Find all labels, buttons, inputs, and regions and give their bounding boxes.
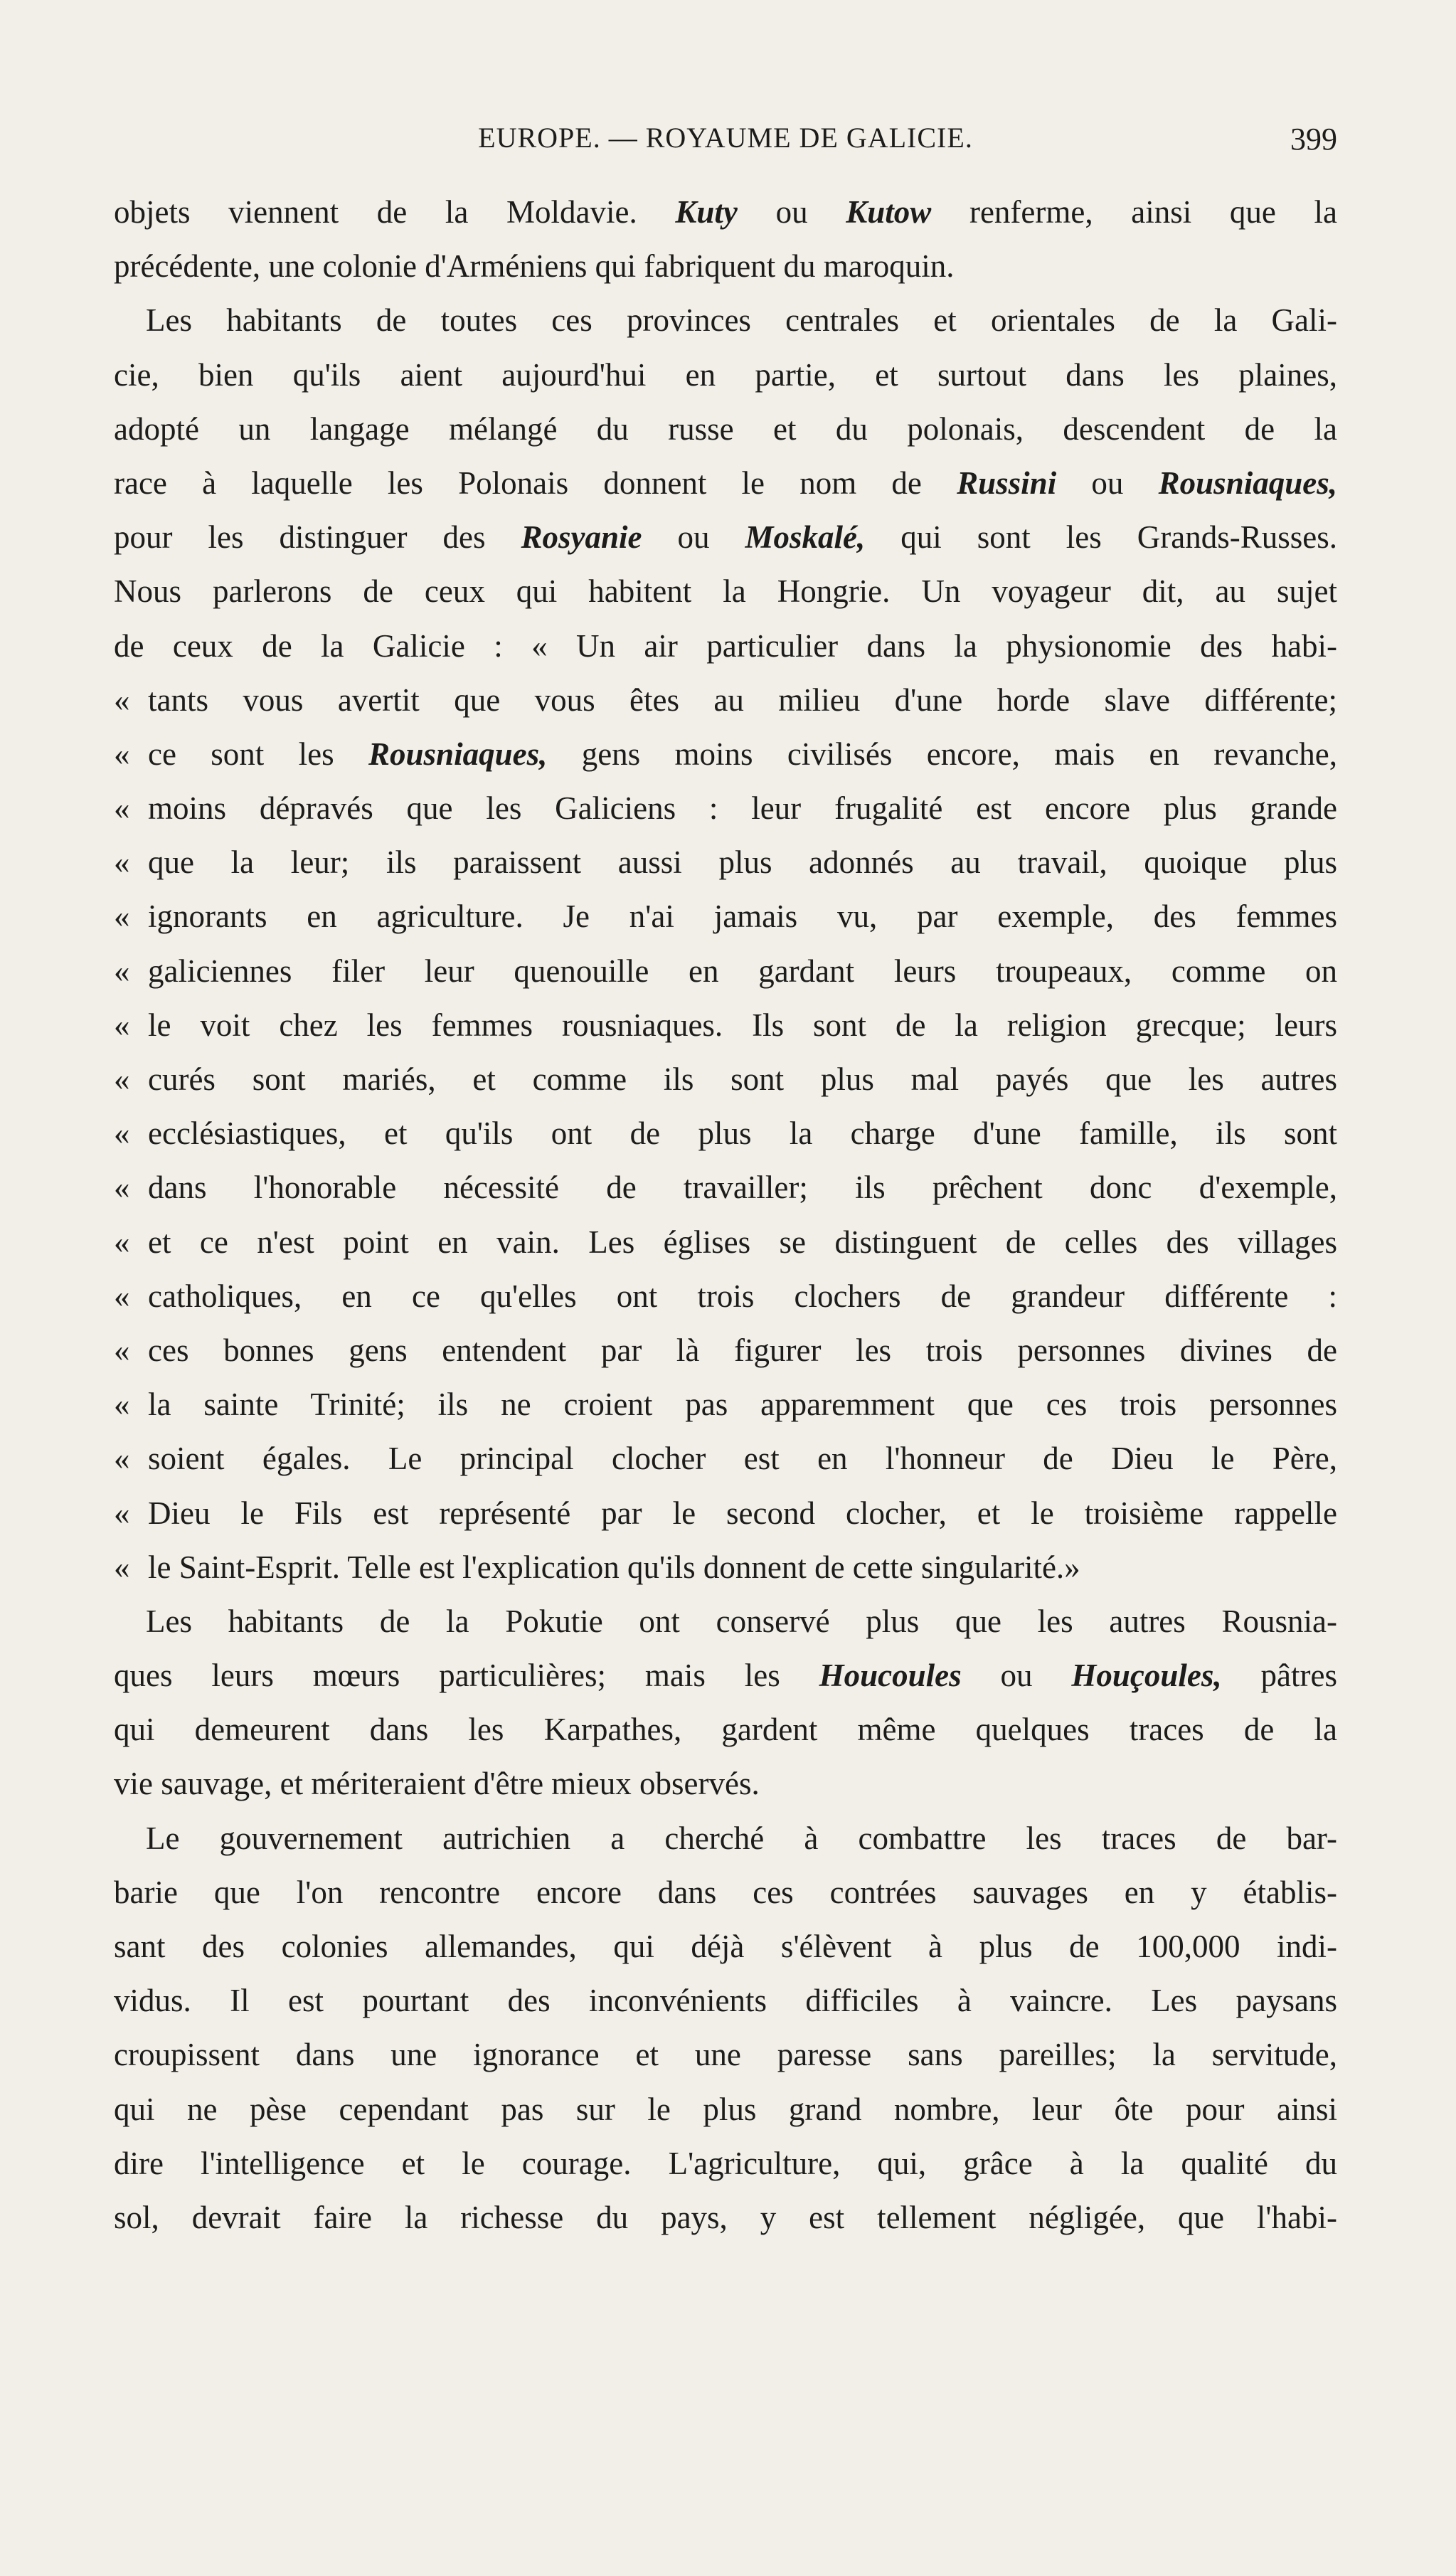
text-line [114, 456, 1337, 510]
text-segment: galiciennes filer leur quenouille en gardant leurs troupeaux, comme on [148, 953, 1337, 989]
text-line [114, 1865, 1337, 1919]
text-line [114, 402, 1337, 456]
text-segment: la sainte Trinité; ils ne croient pas apparemment que ces trois personnes [148, 1387, 1337, 1423]
text-segment: de ceux de la Galicie : « Un air particulier dans la physionomie des habi- [114, 627, 1337, 664]
text-segment: qui ne pèse cependant pas sur le plus grand nombre, leur ôte pour ainsi [114, 2091, 1337, 2127]
text-segment: curés sont mariés, et comme ils sont plus mal payés que les autres [148, 1061, 1337, 1097]
text-line [114, 1052, 1337, 1106]
text-segment: ce sont les [148, 736, 368, 772]
italic-term: Kutow [846, 194, 932, 230]
quote-mark: « [114, 736, 130, 772]
text-segment: Les habitants de toutes ces provinces centrales et orientales de la Gali- [146, 302, 1337, 339]
quote-mark: « [114, 1115, 130, 1152]
text-line [114, 1702, 1337, 1756]
italic-term: Russini [957, 465, 1057, 501]
text-line [114, 889, 1337, 943]
quote-mark: « [114, 1224, 130, 1260]
text-segment: croupissent dans une ignorance et une paresse sans pareilles; la servitude, [114, 2037, 1337, 2073]
text-segment: qui demeurent dans les Karpathes, gardent même quelques traces de la [114, 1712, 1337, 1748]
text-segment: dire l'intelligence et le courage. L'agriculture, qui, grâce à la qualité du [114, 2145, 1337, 2181]
text-line [114, 1486, 1337, 1540]
text-segment: sant des colonies allemandes, qui déjà s'élèvent à plus de 100,000 indi- [114, 1929, 1337, 1964]
text-segment: renferme, ainsi que la [931, 194, 1337, 230]
text-segment: objets viennent de la Moldavie. [114, 194, 676, 230]
text-line [114, 510, 1337, 564]
text-segment: ou [737, 194, 846, 230]
text-segment: ces bonnes gens entendent par là figurer les trois personnes divines de [148, 1332, 1337, 1368]
text-line [114, 727, 1337, 781]
text-segment: pâtres [1221, 1658, 1337, 1694]
text-line [114, 239, 1337, 293]
text-segment: qui sont les Grands-Russes. [865, 519, 1338, 556]
text-segment: Le gouvernement autrichien a cherché à combattre les traces de bar- [146, 1820, 1337, 1856]
page-number: 399 [1290, 122, 1337, 157]
running-title: EUROPE. — ROYAUME DE GALICIE. [478, 122, 973, 154]
text-line [114, 1648, 1337, 1702]
text-segment: ou [961, 1658, 1072, 1694]
quote-mark: « [114, 1495, 130, 1531]
quote-mark: « [114, 1278, 130, 1314]
text-segment: gens moins civilisés encore, mais en revanche, [547, 736, 1338, 772]
text-segment: précédente, une colonie d'Arméniens qui fabriquent du maroquin. [114, 248, 955, 285]
text-segment: ou [1056, 465, 1159, 501]
italic-term: Kuty [675, 194, 738, 230]
text-line [114, 2028, 1337, 2082]
text-segment: Nous parlerons de ceux qui habitent la Hongrie. Un voyageur dit, au sujet [114, 573, 1337, 610]
text-line [114, 2136, 1337, 2190]
text-line [114, 185, 1337, 239]
quote-mark: « [114, 1007, 130, 1043]
text-segment: ignorants en agriculture. Je n'ai jamais vu, par exemple, des femmes [148, 899, 1337, 935]
quote-mark: « [114, 1549, 130, 1585]
text-segment: vidus. Il est pourtant des inconvénients difficiles à vaincre. Les paysans [114, 1983, 1337, 2019]
text-segment: et ce n'est point en vain. Les églises se distinguent de celles des villages [148, 1224, 1337, 1260]
text-line [114, 835, 1337, 889]
text-segment: le voit chez les femmes rousniaques. Ils sont de la religion grecque; leurs [148, 1007, 1337, 1043]
text-segment: ou [642, 519, 745, 556]
italic-term: Rousniaques, [368, 736, 548, 772]
text-line [114, 781, 1337, 835]
text-line [114, 1431, 1337, 1485]
quote-mark: « [114, 1387, 130, 1423]
text-segment: cie, bien qu'ils aient aujourd'hui en partie, et surtout dans les plaines, [114, 356, 1337, 393]
text-line [114, 348, 1337, 402]
text-line [114, 2190, 1337, 2244]
text-segment: Les habitants de la Pokutie ont conservé plus que les autres Rousnia- [146, 1603, 1337, 1639]
page [114, 114, 1337, 2244]
italic-term: Rousniaques, [1158, 465, 1337, 501]
italic-term: Moskalé, [745, 519, 866, 556]
text-line [114, 293, 1337, 347]
text-line [114, 1756, 1337, 1811]
text-segment: tants vous avertit que vous êtes au milieu d'une horde slave différente; [148, 682, 1337, 718]
quote-mark: « [114, 1332, 130, 1368]
text-line [114, 998, 1337, 1052]
quote-mark: « [114, 790, 130, 827]
quote-mark: « [114, 682, 130, 718]
text-line [114, 944, 1337, 998]
quote-mark: « [114, 844, 130, 881]
text-segment: sol, devrait faire la richesse du pays, y est tellement négligée, que l'habi- [114, 2199, 1337, 2235]
text-line [114, 1106, 1337, 1160]
quote-mark: « [114, 1061, 130, 1097]
quote-mark: « [114, 899, 130, 935]
body-text [114, 185, 1337, 2244]
text-segment: ecclésiastiques, et qu'ils ont de plus la charge d'une famille, ils sont [148, 1115, 1337, 1152]
quote-mark: « [114, 953, 130, 989]
text-line [114, 564, 1337, 618]
text-line [114, 1540, 1337, 1594]
text-line [114, 1323, 1337, 1377]
text-segment: barie que l'on rencontre encore dans ces contrées sauvages en y établis- [114, 1874, 1337, 1910]
text-segment: race à laquelle les Polonais donnent le nom de [114, 465, 957, 501]
text-segment: adopté un langage mélangé du russe et du polonais, descendent de la [114, 410, 1337, 447]
text-line [114, 673, 1337, 727]
text-segment: le Saint-Esprit. Telle est l'explication qu'ils donnent de cette singularité.» [148, 1549, 1080, 1585]
text-segment: pour les distinguer des [114, 519, 521, 556]
quote-mark: « [114, 1441, 130, 1477]
text-line [114, 1811, 1337, 1865]
text-line [114, 1215, 1337, 1269]
text-line [114, 1377, 1337, 1431]
text-segment: catholiques, en ce qu'elles ont trois clochers de grandeur différente : [148, 1278, 1337, 1314]
text-line [114, 1973, 1337, 2028]
italic-term: Houçoules, [1071, 1658, 1222, 1694]
page-header [114, 114, 1337, 178]
text-line [114, 2082, 1337, 2136]
text-line [114, 1269, 1337, 1323]
text-segment: soient égales. Le principal clocher est en l'honneur de Dieu le Père, [148, 1441, 1337, 1477]
text-line [114, 1919, 1337, 1973]
text-segment: vie sauvage, et mériteraient d'être mieux observés. [114, 1766, 760, 1802]
quote-mark: « [114, 1170, 130, 1206]
text-segment: que la leur; ils paraissent aussi plus adonnés au travail, quoique plus [148, 844, 1337, 881]
text-line [114, 1594, 1337, 1648]
text-segment: moins dépravés que les Galiciens : leur frugalité est encore plus grande [148, 790, 1337, 827]
text-segment: ques leurs mœurs particulières; mais les [114, 1658, 819, 1694]
text-line [114, 1160, 1337, 1214]
italic-term: Houcoules [819, 1658, 962, 1694]
text-line [114, 619, 1337, 673]
italic-term: Rosyanie [521, 519, 642, 556]
text-segment: Dieu le Fils est représenté par le second clocher, et le troisième rappelle [148, 1495, 1337, 1531]
text-segment: dans l'honorable nécessité de travailler; ils prêchent donc d'exemple, [148, 1170, 1337, 1206]
